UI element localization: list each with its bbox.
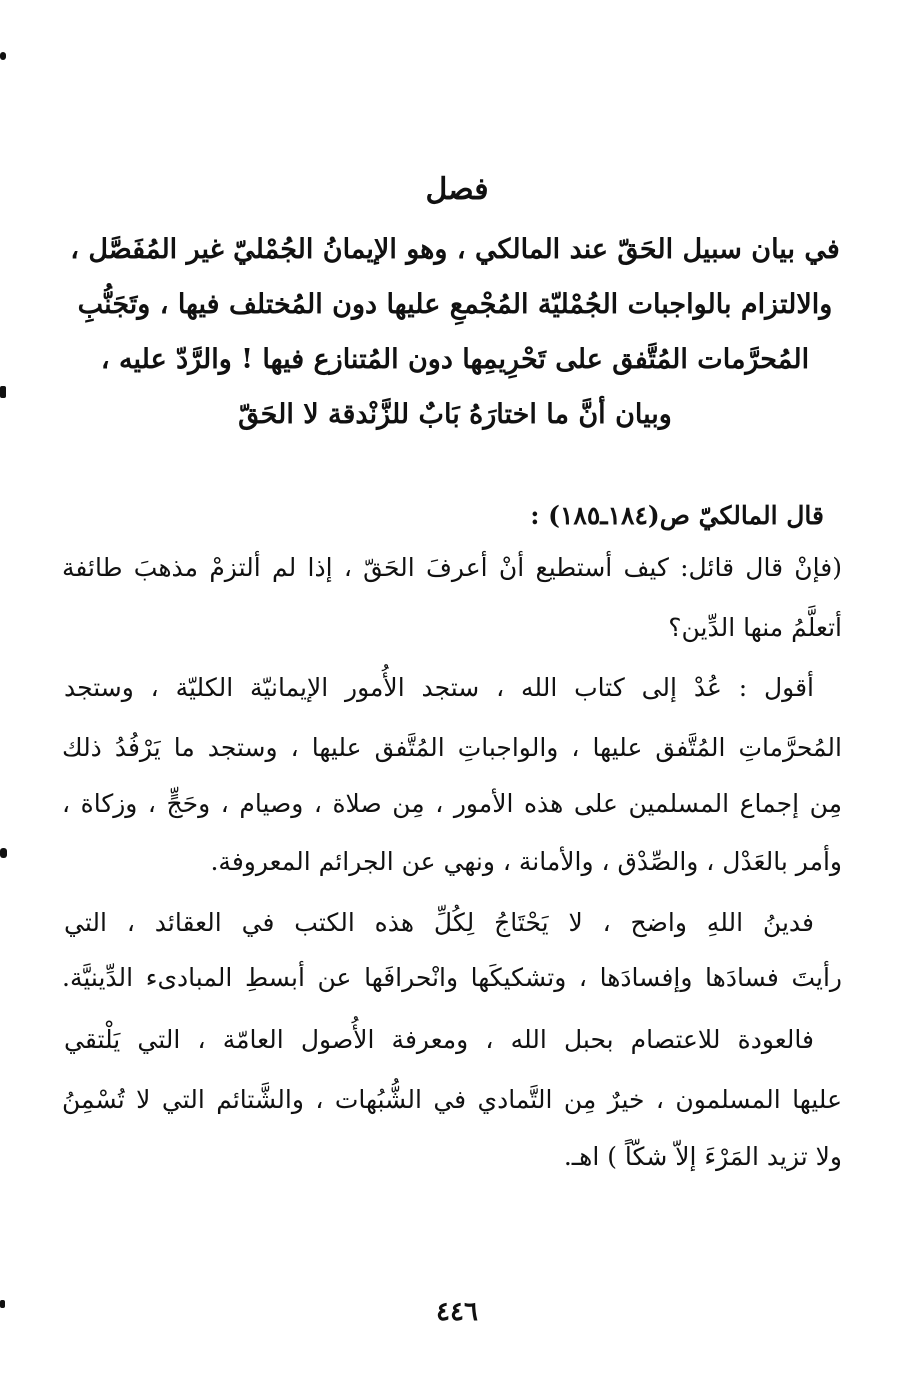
body-text-line: فدينُ اللهِ واضح ، لا يَحْتَاجُ لِكُلِّ هذه الكتب في العقائد ، التي [64, 908, 814, 937]
page-number: ٤٤٦ [436, 1297, 478, 1327]
scan-speck [0, 848, 7, 858]
body-text-line: فالعودة للاعتصام بحبل الله ، ومعرفة الأُصول العامّة ، التي يَلْتقي [64, 1025, 814, 1054]
scan-speck [0, 52, 6, 60]
body-text-line: أقول : عُدْ إلى كتاب الله ، ستجد الأُمور الإيمانيّة الكليّة ، وستجد [64, 673, 814, 702]
section-title: فصل [425, 172, 489, 207]
body-text-line: مِن إجماع المسلمين على هذه الأمور ، مِن صلاة ، وصيام ، وحَجٍّ ، وزكاة ، [62, 789, 842, 818]
body-text-line: عليها المسلمون ، خيرٌ مِن التَّمادي في الشُّبُهات ، والشَّتائم التي لا تُسْمِنُ [62, 1085, 842, 1114]
section-heading-line: والالتزام بالواجبات الجُمْليّة المُجْمعِ عليها دون المُختلف فيها ، وتَجَنُّبِ [77, 289, 833, 320]
body-text-line: (فإنْ قال قائل: كيف أستطيع أنْ أعرفَ الحَقّ ، إذا لم ألتزمْ مذهبَ طائفة [62, 553, 842, 582]
body-text-line: ولا تزيد المَرْءَ إلاّ شكّاً ) اهـ. [563, 1142, 842, 1171]
section-heading-line: وبيان أنَّ ما اختارَهُ بَابٌ للزَّنْدقة لا الحَقّ [238, 399, 672, 430]
section-heading-line: في بيان سبيل الحَقّ عند المالكي ، وهو الإيمانُ الجُمْليّ غير المُفَصَّل ، [70, 234, 840, 265]
section-heading-line: المُحرَّمات المُتَّفق على تَحْرِيمِها دون المُتنازع فيها ! والرَّدّ عليه ، [100, 344, 810, 375]
body-text-line: المُحرَّماتِ المُتَّفق عليها ، والواجباتِ المُتَّفق عليها ، وستجد ما يَرْفُدُ ذلك [62, 733, 842, 762]
scan-speck [0, 386, 6, 398]
body-text-line: وأمر بالعَدْل ، والصِّدْق ، والأمانة ، ونهي عن الجرائم المعروفة. [210, 847, 842, 876]
body-text-line: أتعلَّمُ منها الدِّين؟ [668, 613, 842, 642]
quote-citation: قال المالكيّ ص(١٨٤ـ١٨٥) : [530, 501, 824, 530]
body-text-line: رأيتَ فسادَها وإفسادَها ، وتشكيكَها وانْحرافَها عن أبسطِ المبادىء الدِّينيَّة. [62, 963, 842, 992]
